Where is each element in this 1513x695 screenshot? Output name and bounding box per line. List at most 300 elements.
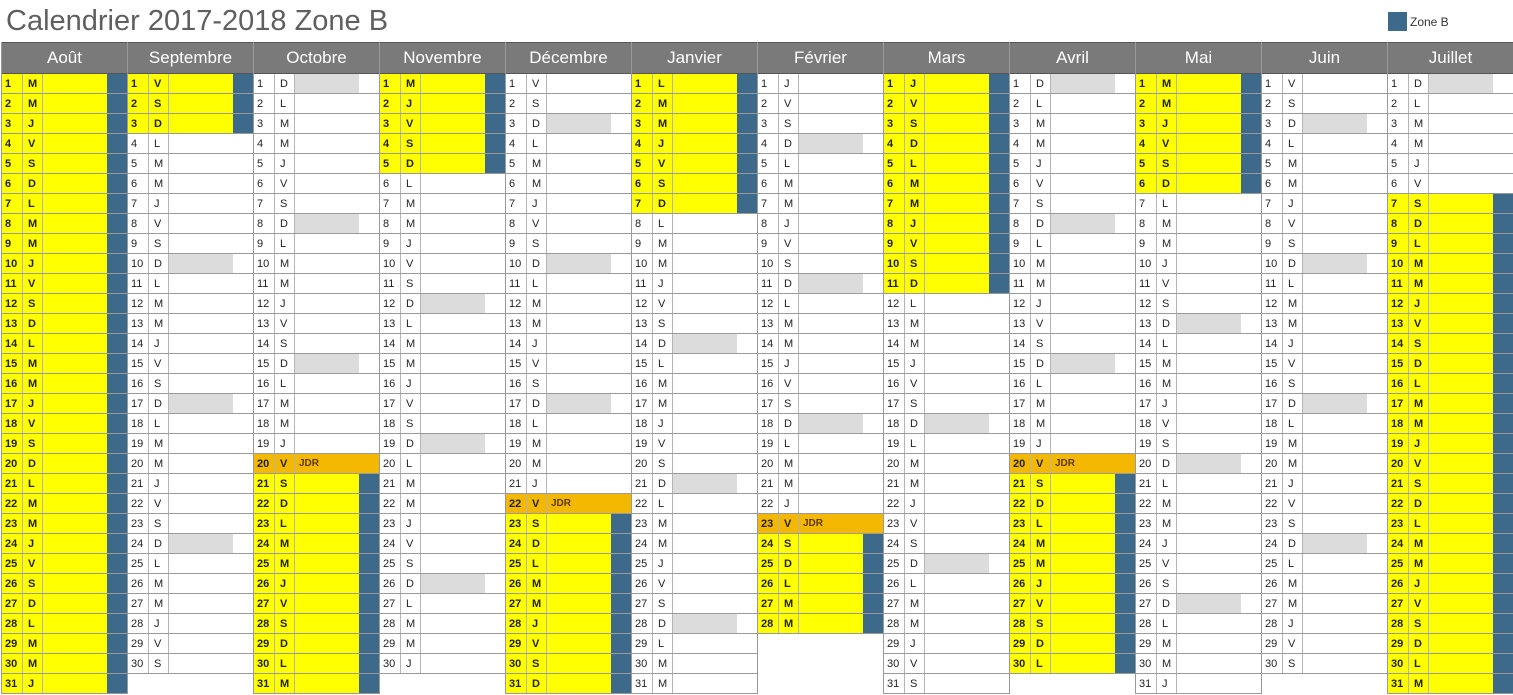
day-number: 10 xyxy=(884,254,905,273)
day-row xyxy=(1136,214,1261,234)
day-note xyxy=(799,374,863,393)
day-row xyxy=(1010,74,1135,94)
day-note xyxy=(673,454,737,473)
day-letter: V xyxy=(149,214,169,233)
zone-b-marker xyxy=(233,594,253,613)
day-letter: M xyxy=(1283,294,1303,313)
day-letter: J xyxy=(1157,674,1177,693)
zone-b-marker xyxy=(989,74,1009,93)
zone-b-marker xyxy=(737,594,757,613)
day-note: JDR xyxy=(547,494,611,513)
day-letter: L xyxy=(527,134,547,153)
day-letter: V xyxy=(149,74,169,93)
day-number: 13 xyxy=(1262,314,1283,333)
zone-b-marker xyxy=(233,134,253,153)
day-number: 3 xyxy=(1010,114,1031,133)
day-row xyxy=(884,254,1009,274)
day-letter: D xyxy=(401,434,421,453)
day-note xyxy=(1177,294,1241,313)
day-row xyxy=(254,174,379,194)
zone-b-marker xyxy=(989,254,1009,273)
day-note xyxy=(925,614,989,633)
day-row xyxy=(1388,134,1513,154)
day-row xyxy=(632,94,757,114)
zone-b-marker xyxy=(863,214,883,233)
day-number: 15 xyxy=(2,354,23,373)
day-note xyxy=(799,394,863,413)
day-note xyxy=(295,334,359,353)
day-number: 20 xyxy=(380,454,401,473)
day-row xyxy=(128,354,253,374)
day-row xyxy=(506,334,631,354)
zone-b-marker xyxy=(989,434,1009,453)
day-row xyxy=(506,394,631,414)
day-number: 1 xyxy=(1388,74,1409,93)
zone-b-marker xyxy=(737,174,757,193)
day-number: 5 xyxy=(758,154,779,173)
day-row xyxy=(1136,314,1261,334)
day-number: 6 xyxy=(1136,174,1157,193)
day-number: 18 xyxy=(1262,414,1283,433)
zone-b-marker xyxy=(611,374,631,393)
day-number: 11 xyxy=(254,274,275,293)
day-row xyxy=(128,414,253,434)
day-row xyxy=(632,174,757,194)
day-row xyxy=(758,374,883,394)
day-letter: V xyxy=(23,274,43,293)
day-letter: J xyxy=(1031,434,1051,453)
zone-b-marker xyxy=(1115,354,1135,373)
day-row xyxy=(506,294,631,314)
day-letter: M xyxy=(1031,414,1051,433)
day-number: 24 xyxy=(632,534,653,553)
day-letter: S xyxy=(905,534,925,553)
day-note xyxy=(673,554,737,573)
day-letter: M xyxy=(1409,274,1429,293)
day-note xyxy=(1177,434,1241,453)
day-row xyxy=(1388,534,1513,554)
day-letter: S xyxy=(527,374,547,393)
day-letter: M xyxy=(149,594,169,613)
zone-b-marker xyxy=(485,574,505,593)
zone-b-marker xyxy=(1493,594,1513,613)
day-row xyxy=(1262,594,1387,614)
day-row xyxy=(1136,254,1261,274)
zone-b-marker xyxy=(359,454,379,473)
day-letter: L xyxy=(905,434,925,453)
zone-b-marker xyxy=(1241,234,1261,253)
day-letter: L xyxy=(149,134,169,153)
zone-b-marker xyxy=(989,654,1009,673)
zone-b-marker xyxy=(359,194,379,213)
zone-b-marker xyxy=(1115,134,1135,153)
day-note xyxy=(925,114,989,133)
zone-b-marker xyxy=(611,434,631,453)
day-number: 23 xyxy=(380,514,401,533)
day-note xyxy=(421,394,485,413)
day-row xyxy=(2,394,127,414)
zone-b-marker xyxy=(233,414,253,433)
month-column xyxy=(505,42,631,694)
zone-b-marker xyxy=(233,454,253,473)
day-number: 18 xyxy=(884,414,905,433)
day-note xyxy=(1303,374,1367,393)
day-letter: S xyxy=(401,134,421,153)
day-number: 5 xyxy=(632,154,653,173)
zone-b-marker xyxy=(737,614,757,633)
day-letter: V xyxy=(1157,554,1177,573)
day-note xyxy=(1429,234,1493,253)
day-number: 26 xyxy=(380,574,401,593)
day-number: 12 xyxy=(2,294,23,313)
day-note xyxy=(925,174,989,193)
day-letter: L xyxy=(653,74,673,93)
day-row xyxy=(1388,294,1513,314)
day-row xyxy=(1010,454,1135,474)
day-row xyxy=(1136,674,1261,694)
day-row xyxy=(1388,674,1513,694)
day-note xyxy=(673,214,737,233)
day-note xyxy=(1177,414,1241,433)
day-number: 5 xyxy=(1010,154,1031,173)
day-row xyxy=(884,314,1009,334)
zone-b-marker xyxy=(233,494,253,513)
day-note xyxy=(547,174,611,193)
day-number: 11 xyxy=(2,274,23,293)
day-note xyxy=(1051,494,1115,513)
zone-b-marker xyxy=(233,214,253,233)
day-number: 27 xyxy=(758,594,779,613)
day-note xyxy=(421,494,485,513)
day-number: 22 xyxy=(380,494,401,513)
day-row xyxy=(1010,114,1135,134)
zone-b-marker xyxy=(485,74,505,93)
day-note xyxy=(295,554,359,573)
day-note xyxy=(1051,274,1115,293)
zone-b-marker xyxy=(737,554,757,573)
day-row xyxy=(632,354,757,374)
day-letter: M xyxy=(1157,374,1177,393)
day-row xyxy=(1136,654,1261,674)
day-number: 24 xyxy=(1388,534,1409,553)
day-row xyxy=(1136,174,1261,194)
day-note xyxy=(673,394,737,413)
zone-b-marker xyxy=(359,174,379,193)
zone-b-marker xyxy=(863,334,883,353)
zone-b-marker xyxy=(1115,234,1135,253)
day-row xyxy=(506,174,631,194)
day-note xyxy=(1177,354,1241,373)
zone-b-marker xyxy=(233,574,253,593)
zone-b-marker xyxy=(1115,434,1135,453)
day-note xyxy=(925,534,989,553)
day-note xyxy=(547,374,611,393)
day-row xyxy=(506,654,631,674)
day-row xyxy=(1136,634,1261,654)
day-note xyxy=(673,574,737,593)
zone-b-marker xyxy=(1493,654,1513,673)
day-row xyxy=(380,114,505,134)
day-number: 28 xyxy=(1388,614,1409,633)
zone-b-marker xyxy=(737,214,757,233)
day-note xyxy=(421,294,485,313)
day-number: 22 xyxy=(884,494,905,513)
day-letter: S xyxy=(401,414,421,433)
day-row xyxy=(128,134,253,154)
day-letter: J xyxy=(905,494,925,513)
day-row xyxy=(1262,354,1387,374)
zone-b-marker xyxy=(611,94,631,113)
day-note xyxy=(43,254,107,273)
day-letter: V xyxy=(1283,354,1303,373)
day-letter: L xyxy=(653,214,673,233)
day-letter: L xyxy=(1283,554,1303,573)
zone-b-marker xyxy=(737,294,757,313)
day-row xyxy=(884,574,1009,594)
day-row xyxy=(506,254,631,274)
day-row xyxy=(506,314,631,334)
day-row xyxy=(758,254,883,274)
day-letter: S xyxy=(401,274,421,293)
day-row xyxy=(1388,474,1513,494)
zone-b-marker xyxy=(611,214,631,233)
day-letter: L xyxy=(1157,474,1177,493)
day-note xyxy=(925,314,989,333)
zone-b-marker xyxy=(863,294,883,313)
day-letter: J xyxy=(653,554,673,573)
day-letter: L xyxy=(1031,514,1051,533)
day-number: 16 xyxy=(1388,374,1409,393)
day-row xyxy=(884,354,1009,374)
day-note xyxy=(43,334,107,353)
day-letter: M xyxy=(779,474,799,493)
day-row xyxy=(758,494,883,514)
day-note xyxy=(673,494,737,513)
day-note xyxy=(169,74,233,93)
zone-b-marker xyxy=(107,454,127,473)
day-letter: L xyxy=(1409,94,1429,113)
day-row xyxy=(128,554,253,574)
day-number: 14 xyxy=(380,334,401,353)
day-letter: D xyxy=(527,114,547,133)
day-row xyxy=(2,234,127,254)
zone-b-marker xyxy=(485,94,505,113)
zone-b-marker xyxy=(359,274,379,293)
day-letter: L xyxy=(275,654,295,673)
day-number: 23 xyxy=(254,514,275,533)
day-row xyxy=(632,654,757,674)
day-number: 15 xyxy=(1388,354,1409,373)
day-number: 9 xyxy=(380,234,401,253)
day-letter: D xyxy=(149,394,169,413)
day-number: 14 xyxy=(758,334,779,353)
zone-b-marker xyxy=(1115,314,1135,333)
zone-b-marker xyxy=(1493,414,1513,433)
day-number: 9 xyxy=(1262,234,1283,253)
day-row xyxy=(632,194,757,214)
zone-b-marker xyxy=(233,114,253,133)
day-letter: V xyxy=(1157,134,1177,153)
day-letter: M xyxy=(23,354,43,373)
day-note xyxy=(547,594,611,613)
day-note xyxy=(1051,74,1115,93)
day-note xyxy=(1429,554,1493,573)
day-row xyxy=(506,114,631,134)
day-note xyxy=(547,534,611,553)
day-row xyxy=(128,454,253,474)
day-letter: L xyxy=(905,294,925,313)
day-letter: D xyxy=(779,274,799,293)
day-row xyxy=(758,194,883,214)
month-header: Septembre xyxy=(128,42,253,74)
day-number: 26 xyxy=(254,574,275,593)
day-note xyxy=(799,214,863,233)
day-note xyxy=(421,314,485,333)
day-row xyxy=(2,454,127,474)
zone-b-marker xyxy=(1367,134,1387,153)
day-letter: M xyxy=(401,194,421,213)
zone-b-marker xyxy=(989,474,1009,493)
day-letter: V xyxy=(401,254,421,273)
zone-b-marker xyxy=(737,394,757,413)
day-number: 23 xyxy=(632,514,653,533)
zone-b-marker xyxy=(359,574,379,593)
day-row xyxy=(128,534,253,554)
zone-b-marker xyxy=(1115,474,1135,493)
day-number: 12 xyxy=(1010,294,1031,313)
month-column xyxy=(757,42,883,694)
day-row xyxy=(254,374,379,394)
day-note xyxy=(43,154,107,173)
day-note xyxy=(673,74,737,93)
day-note xyxy=(547,414,611,433)
day-note xyxy=(295,214,359,233)
day-note xyxy=(295,594,359,613)
day-row xyxy=(128,394,253,414)
day-row xyxy=(1388,594,1513,614)
day-row xyxy=(254,214,379,234)
day-row xyxy=(1010,554,1135,574)
day-note xyxy=(547,554,611,573)
legend-label: Zone B xyxy=(1410,14,1449,29)
day-row xyxy=(758,154,883,174)
day-note xyxy=(1303,354,1367,373)
day-note xyxy=(799,494,863,513)
day-number: 13 xyxy=(1136,314,1157,333)
day-note xyxy=(421,594,485,613)
day-letter: D xyxy=(401,294,421,313)
day-letter: D xyxy=(1283,254,1303,273)
day-number: 11 xyxy=(128,274,149,293)
day-note xyxy=(43,354,107,373)
day-number: 29 xyxy=(380,634,401,653)
day-letter: M xyxy=(1031,394,1051,413)
day-row xyxy=(380,474,505,494)
day-row xyxy=(254,434,379,454)
zone-b-marker xyxy=(1367,654,1387,673)
day-number: 30 xyxy=(884,654,905,673)
day-row xyxy=(506,374,631,394)
day-note xyxy=(169,214,233,233)
day-letter: M xyxy=(23,74,43,93)
day-letter: V xyxy=(401,534,421,553)
day-number: 7 xyxy=(254,194,275,213)
day-row xyxy=(1136,334,1261,354)
day-row xyxy=(2,574,127,594)
day-row xyxy=(1010,354,1135,374)
day-number: 6 xyxy=(2,174,23,193)
zone-b-marker xyxy=(359,554,379,573)
zone-b-marker xyxy=(485,114,505,133)
day-number: 19 xyxy=(128,434,149,453)
day-note xyxy=(295,534,359,553)
day-number: 21 xyxy=(758,474,779,493)
day-number: 13 xyxy=(1010,314,1031,333)
zone-b-marker xyxy=(1241,594,1261,613)
day-letter: M xyxy=(23,494,43,513)
zone-b-marker xyxy=(485,174,505,193)
zone-b-marker xyxy=(863,254,883,273)
day-row xyxy=(1262,554,1387,574)
day-number: 4 xyxy=(254,134,275,153)
day-row xyxy=(1010,514,1135,534)
day-row xyxy=(884,114,1009,134)
day-letter: M xyxy=(149,314,169,333)
day-note xyxy=(925,454,989,473)
day-row xyxy=(506,574,631,594)
day-number: 14 xyxy=(1136,334,1157,353)
day-row xyxy=(1136,294,1261,314)
day-note xyxy=(673,674,737,693)
day-note xyxy=(295,274,359,293)
day-note xyxy=(421,454,485,473)
day-number: 21 xyxy=(1262,474,1283,493)
day-letter: J xyxy=(1031,294,1051,313)
zone-b-marker xyxy=(1241,194,1261,213)
day-row xyxy=(506,214,631,234)
day-note xyxy=(673,614,737,633)
zone-b-marker xyxy=(611,514,631,533)
day-note xyxy=(169,614,233,633)
day-number: 22 xyxy=(632,494,653,513)
day-row xyxy=(1388,654,1513,674)
day-row xyxy=(2,154,127,174)
day-row xyxy=(128,114,253,134)
zone-b-marker xyxy=(1115,214,1135,233)
day-letter: V xyxy=(149,494,169,513)
month-header: Avril xyxy=(1010,42,1135,74)
day-number: 2 xyxy=(506,94,527,113)
day-row xyxy=(1388,614,1513,634)
day-note xyxy=(295,494,359,513)
day-number: 7 xyxy=(506,194,527,213)
day-number: 14 xyxy=(2,334,23,353)
zone-b-marker xyxy=(737,474,757,493)
zone-b-marker xyxy=(107,574,127,593)
day-letter: J xyxy=(779,74,799,93)
day-letter: J xyxy=(23,254,43,273)
day-note xyxy=(43,134,107,153)
zone-b-marker xyxy=(737,434,757,453)
day-row xyxy=(380,94,505,114)
zone-b-marker xyxy=(1241,254,1261,273)
zone-b-marker xyxy=(1115,534,1135,553)
day-note xyxy=(799,234,863,253)
day-letter: S xyxy=(149,654,169,673)
day-number: 11 xyxy=(1136,274,1157,293)
day-row xyxy=(884,274,1009,294)
day-number: 11 xyxy=(1010,274,1031,293)
